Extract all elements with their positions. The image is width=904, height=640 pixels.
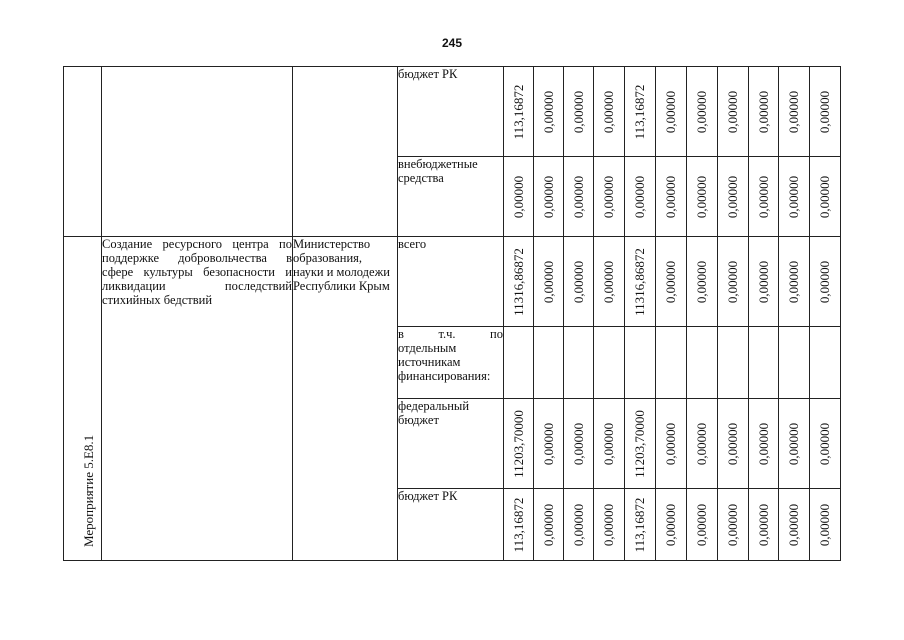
amount-cell bbox=[625, 157, 656, 237]
amount-value: 0,00000 bbox=[540, 503, 556, 546]
amount-value: 11316,86872 bbox=[632, 247, 647, 316]
funding-source-cell bbox=[398, 489, 504, 561]
amount-value: 0,00000 bbox=[755, 90, 771, 133]
amount-value: 0,00000 bbox=[663, 90, 678, 133]
executor-line: образования, bbox=[293, 251, 363, 265]
measure-label: Мероприятие 5.Е8.1 bbox=[80, 434, 96, 547]
amount-cell bbox=[656, 67, 687, 157]
amount-cell bbox=[504, 157, 534, 237]
measure-label-cell bbox=[64, 237, 102, 561]
amount-value: 11316,86872 bbox=[510, 247, 526, 316]
amount-value: 0,00000 bbox=[725, 260, 740, 303]
amount-value: 0,00000 bbox=[694, 422, 709, 465]
funding-source-text: внебюджетные bbox=[398, 157, 478, 171]
amount-value: 0,00000 bbox=[725, 175, 740, 218]
amount-value: 11203,70000 bbox=[510, 409, 526, 478]
amount-value: 0,00000 bbox=[601, 422, 616, 465]
amount-value: 0,00000 bbox=[725, 503, 740, 546]
amount-value: 0,00000 bbox=[817, 260, 832, 303]
amount-value: 0,00000 bbox=[755, 175, 771, 218]
funding-source-text: источникам bbox=[398, 355, 461, 369]
amount-cell bbox=[594, 327, 625, 399]
measure-name-cell bbox=[102, 237, 293, 561]
amount-value: 113,16872 bbox=[632, 497, 647, 552]
amount-value: 0,00000 bbox=[817, 175, 832, 218]
amount-value: 0,00000 bbox=[510, 175, 526, 218]
name-cell-continued bbox=[102, 67, 293, 237]
measure-name-line: ликвидации последствий bbox=[102, 279, 292, 293]
funding-source-text: средства bbox=[398, 171, 444, 185]
amount-value: 0,00000 bbox=[570, 260, 586, 303]
amount-value: 0,00000 bbox=[694, 260, 709, 303]
amount-cell bbox=[810, 67, 841, 157]
amount-cell bbox=[594, 237, 625, 327]
amount-cell bbox=[534, 399, 564, 489]
amount-value: 0,00000 bbox=[663, 175, 678, 218]
amount-cell bbox=[718, 237, 749, 327]
executor-cell-continued bbox=[293, 67, 398, 237]
amount-cell bbox=[625, 399, 656, 489]
amount-cell bbox=[534, 67, 564, 157]
page-number: 245 bbox=[441, 36, 463, 50]
amount-cell bbox=[625, 237, 656, 327]
financing-table bbox=[63, 66, 841, 561]
amount-value: 0,00000 bbox=[786, 260, 801, 303]
amount-value: 0,00000 bbox=[570, 90, 586, 133]
funding-source-text: федеральный bbox=[398, 399, 470, 413]
amount-cell bbox=[687, 327, 718, 399]
funding-source-text: бюджет РК bbox=[398, 489, 458, 503]
amount-cell bbox=[625, 489, 656, 561]
amount-cell bbox=[564, 489, 594, 561]
amount-cell bbox=[749, 157, 779, 237]
amount-value: 11203,70000 bbox=[632, 409, 647, 478]
amount-value: 0,00000 bbox=[786, 175, 801, 218]
amount-value: 0,00000 bbox=[755, 260, 771, 303]
funding-source-cell bbox=[398, 67, 504, 157]
amount-cell bbox=[810, 489, 841, 561]
amount-cell bbox=[534, 237, 564, 327]
amount-value: 0,00000 bbox=[601, 260, 616, 303]
amount-value: 0,00000 bbox=[663, 422, 678, 465]
amount-cell bbox=[779, 399, 810, 489]
amount-value: 0,00000 bbox=[817, 503, 832, 546]
amount-cell bbox=[810, 399, 841, 489]
amount-value: 0,00000 bbox=[601, 503, 616, 546]
amount-cell bbox=[718, 489, 749, 561]
executor-line: Министерство bbox=[293, 237, 371, 251]
amount-cell bbox=[749, 327, 779, 399]
funding-source-text: отдельным bbox=[398, 341, 457, 355]
amount-cell bbox=[779, 237, 810, 327]
amount-cell bbox=[718, 399, 749, 489]
measure-name-line: стихийных бедствий bbox=[102, 293, 213, 307]
amount-value: 0,00000 bbox=[540, 90, 556, 133]
amount-cell bbox=[564, 237, 594, 327]
amount-cell bbox=[625, 327, 656, 399]
amount-cell bbox=[656, 157, 687, 237]
amount-cell bbox=[749, 489, 779, 561]
funding-source-cell bbox=[398, 399, 504, 489]
amount-cell bbox=[687, 67, 718, 157]
amount-cell bbox=[625, 67, 656, 157]
amount-cell bbox=[534, 327, 564, 399]
amount-cell bbox=[656, 399, 687, 489]
amount-cell bbox=[810, 327, 841, 399]
amount-value: 0,00000 bbox=[755, 422, 771, 465]
amount-cell bbox=[779, 327, 810, 399]
amount-value: 0,00000 bbox=[570, 422, 586, 465]
amount-cell bbox=[594, 157, 625, 237]
table-row bbox=[64, 237, 841, 327]
amount-cell bbox=[687, 399, 718, 489]
funding-source-text: в т.ч. по bbox=[398, 327, 503, 341]
measure-name-line: сфере культуры безопасности и bbox=[102, 265, 292, 279]
amount-cell bbox=[779, 157, 810, 237]
amount-value: 0,00000 bbox=[817, 90, 832, 133]
amount-cell bbox=[594, 399, 625, 489]
amount-cell bbox=[534, 489, 564, 561]
amount-value: 0,00000 bbox=[725, 90, 740, 133]
amount-cell bbox=[718, 327, 749, 399]
amount-value: 0,00000 bbox=[540, 422, 556, 465]
funding-source-cell bbox=[398, 237, 504, 327]
amount-value: 0,00000 bbox=[570, 175, 586, 218]
amount-value: 113,16872 bbox=[510, 497, 526, 552]
amount-cell bbox=[810, 157, 841, 237]
amount-cell bbox=[718, 67, 749, 157]
amount-cell bbox=[656, 489, 687, 561]
amount-value: 0,00000 bbox=[570, 503, 586, 546]
amount-cell bbox=[504, 327, 534, 399]
amount-value: 113,16872 bbox=[632, 84, 647, 139]
funding-source-text: бюджет РК bbox=[398, 67, 458, 81]
amount-value: 0,00000 bbox=[663, 503, 678, 546]
amount-value: 0,00000 bbox=[725, 422, 740, 465]
amount-cell bbox=[749, 237, 779, 327]
amount-cell bbox=[687, 489, 718, 561]
amount-cell bbox=[504, 237, 534, 327]
measure-name-line: Создание ресурсного центра по bbox=[102, 237, 292, 251]
funding-source-text: бюджет bbox=[398, 413, 439, 427]
amount-value: 0,00000 bbox=[540, 175, 556, 218]
table-row bbox=[64, 67, 841, 157]
funding-source-cell bbox=[398, 157, 504, 237]
amount-cell bbox=[810, 237, 841, 327]
amount-value: 0,00000 bbox=[786, 503, 801, 546]
amount-cell bbox=[749, 67, 779, 157]
amount-cell bbox=[779, 489, 810, 561]
amount-value: 113,16872 bbox=[510, 84, 526, 139]
funding-source-text: всего bbox=[398, 237, 427, 251]
amount-cell bbox=[718, 157, 749, 237]
amount-cell bbox=[504, 67, 534, 157]
amount-cell bbox=[779, 67, 810, 157]
amount-value: 0,00000 bbox=[786, 422, 801, 465]
measure-name-line: поддержке добровольчества в bbox=[102, 251, 292, 265]
amount-value: 0,00000 bbox=[755, 503, 771, 546]
amount-cell bbox=[564, 327, 594, 399]
executor-cell bbox=[293, 237, 398, 561]
amount-cell bbox=[564, 67, 594, 157]
amount-value: 0,00000 bbox=[817, 422, 832, 465]
amount-value: 0,00000 bbox=[540, 260, 556, 303]
amount-value: 0,00000 bbox=[601, 90, 616, 133]
amount-cell bbox=[564, 399, 594, 489]
amount-value: 0,00000 bbox=[694, 175, 709, 218]
amount-cell bbox=[504, 489, 534, 561]
executor-line: Республики Крым bbox=[293, 279, 390, 293]
funding-source-cell bbox=[398, 327, 504, 399]
amount-value: 0,00000 bbox=[601, 175, 616, 218]
amount-value: 0,00000 bbox=[694, 503, 709, 546]
funding-source-text: финансирования: bbox=[398, 369, 491, 383]
amount-cell bbox=[564, 157, 594, 237]
amount-cell bbox=[594, 67, 625, 157]
amount-value: 0,00000 bbox=[663, 260, 678, 303]
amount-cell bbox=[534, 157, 564, 237]
amount-value: 0,00000 bbox=[632, 175, 647, 218]
amount-cell bbox=[504, 399, 534, 489]
amount-value: 0,00000 bbox=[786, 90, 801, 133]
amount-cell bbox=[656, 237, 687, 327]
amount-value: 0,00000 bbox=[694, 90, 709, 133]
amount-cell bbox=[687, 157, 718, 237]
label-cell-continued bbox=[64, 67, 102, 237]
amount-cell bbox=[656, 327, 687, 399]
amount-cell bbox=[687, 237, 718, 327]
amount-cell bbox=[749, 399, 779, 489]
amount-cell bbox=[594, 489, 625, 561]
executor-line: науки и молодежи bbox=[293, 265, 390, 279]
